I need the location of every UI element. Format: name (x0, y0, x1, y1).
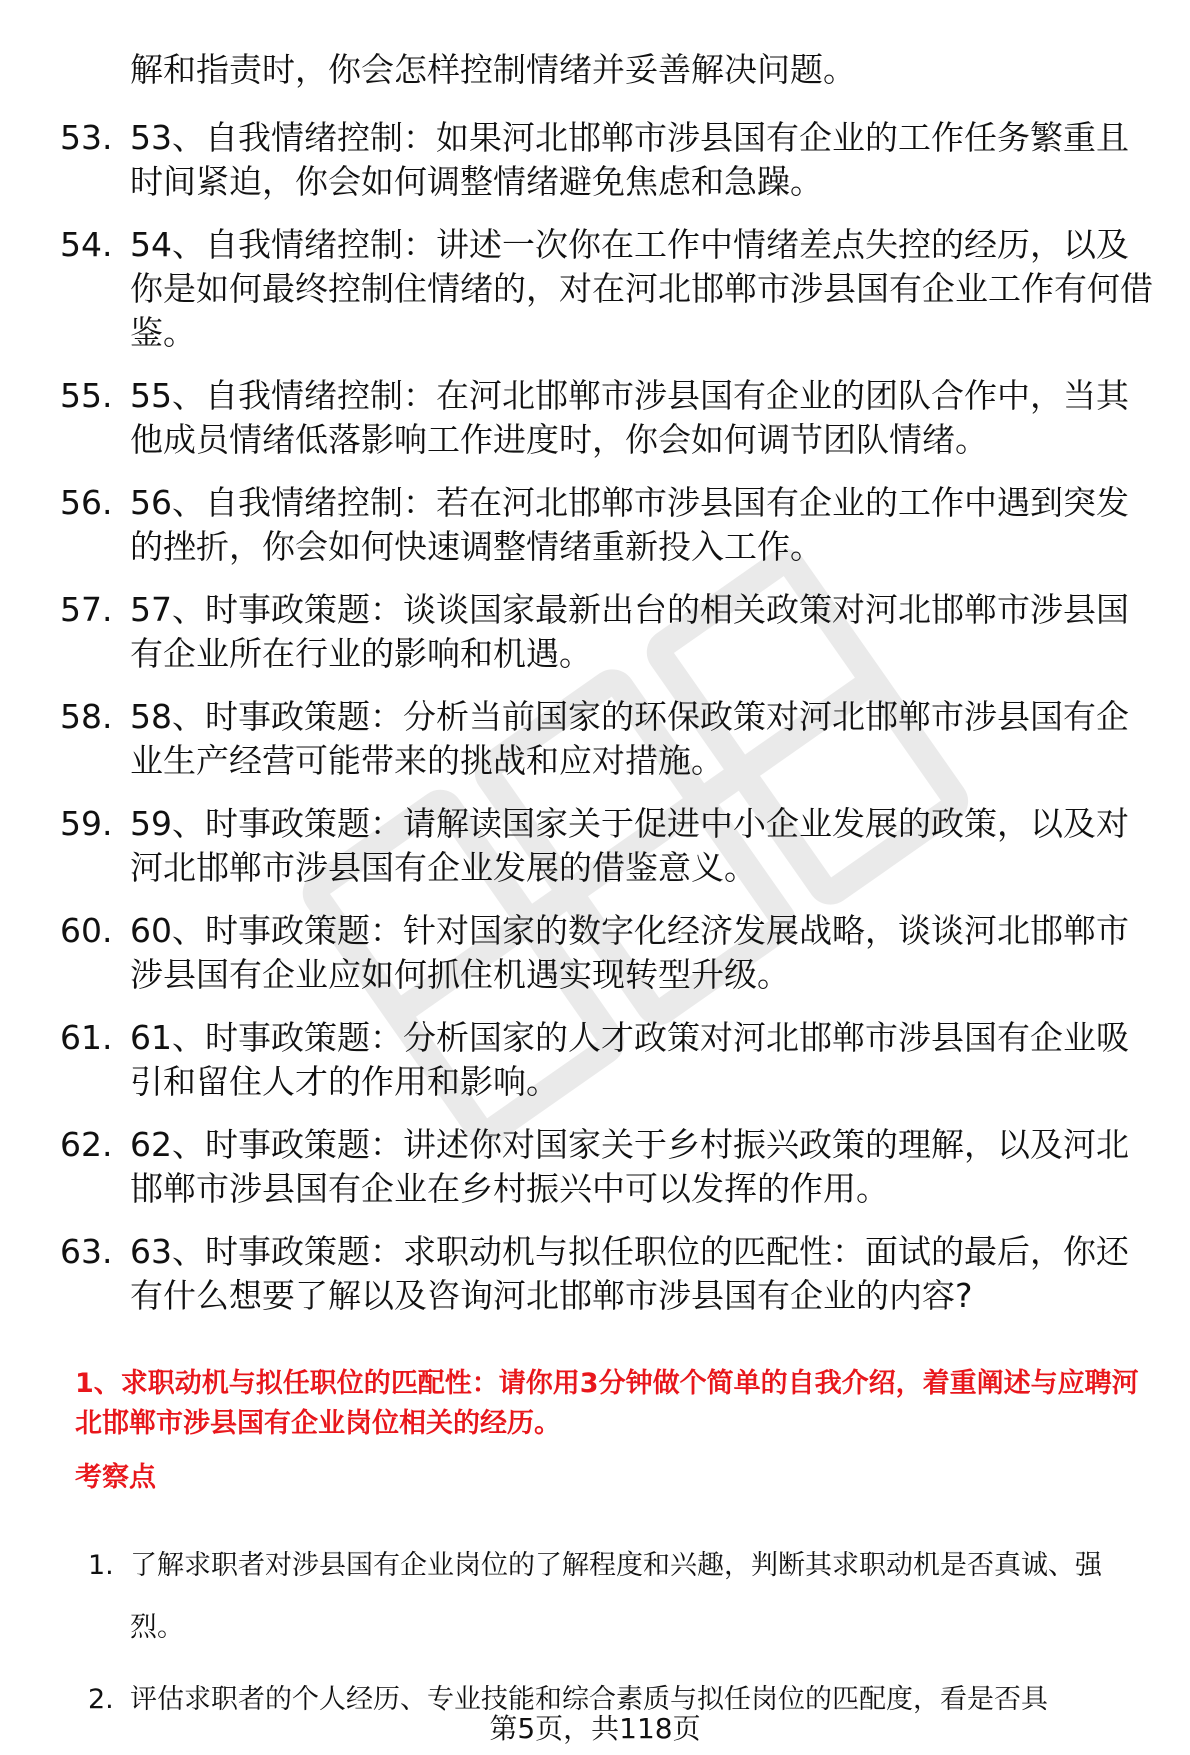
question-text: 58、时事政策题：分析当前国家的环保政策对河北邯郸市涉县国有企业生产经营可能带来的挑战和应对措施。 (130, 697, 1129, 780)
question-text: 62、时事政策题：讲述你对国家关于乡村振兴政策的理解，以及河北邯郸市涉县国有企业在乡村振兴中可以发挥的作用。 (130, 1125, 1129, 1208)
question-text: 57、时事政策题：谈谈国家最新出台的相关政策对河北邯郸市涉县国有企业所在行业的影响和机遇。 (130, 590, 1129, 673)
question-number: 62. (60, 1125, 113, 1164)
question-text: 59、时事政策题：请解读国家关于促进中小企业发展的政策，以及对河北邯郸市涉县国有企业发展的借鉴意义。 (130, 804, 1129, 887)
question-item (60, 116, 1160, 204)
question-number: 53. (60, 118, 113, 157)
question-list (60, 116, 1160, 1337)
point-number: 1. (88, 1550, 114, 1581)
question-number: 54. (60, 225, 113, 264)
question-number: 63. (60, 1232, 113, 1271)
question-item (60, 481, 1160, 569)
assessment-point (88, 1535, 1148, 1659)
question-number: 59. (60, 804, 113, 843)
question-text: 63、时事政策题：求职动机与拟任职位的匹配性：面试的最后，你还有什么想要了解以及咨询河北邯郸市涉县国有企业的内容? (130, 1232, 1129, 1315)
question-item (60, 223, 1160, 355)
question-item (60, 802, 1160, 890)
question-item (60, 588, 1160, 676)
point-number: 2. (88, 1684, 114, 1715)
question-number: 56. (60, 483, 113, 522)
question-number: 55. (60, 376, 113, 415)
question-item (60, 1123, 1160, 1211)
point-text: 了解求职者对涉县国有企业岗位的了解程度和兴趣，判断其求职动机是否真诚、强烈。 (130, 1550, 1102, 1643)
question-number: 57. (60, 590, 113, 629)
question-text: 55、自我情绪控制：在河北邯郸市涉县国有企业的团队合作中，当其他成员情绪低落影响工作进度时，你会如何调节团队情绪。 (130, 376, 1129, 459)
question-item (60, 1230, 1160, 1318)
question-item (60, 695, 1160, 783)
question-text: 54、自我情绪控制：讲述一次你在工作中情绪差点失控的经历，以及你是如何最终控制住情绪的，对在河北邯郸市涉县国有企业工作有何借鉴。 (130, 225, 1153, 352)
question-text: 53、自我情绪控制：如果河北邯郸市涉县国有企业的工作任务繁重且时间紧迫，你会如何调整情绪避免焦虑和急躁。 (130, 118, 1129, 201)
question-number: 58. (60, 697, 113, 736)
question-text: 56、自我情绪控制：若在河北邯郸市涉县国有企业的工作中遇到突发的挫折，你会如何快速调整情绪重新投入工作。 (130, 483, 1129, 566)
question-number: 61. (60, 1018, 113, 1057)
question-item (60, 909, 1160, 997)
section-heading: 1、求职动机与拟任职位的匹配性：请你用3分钟做个简单的自我介绍，着重阐述与应聘河北邯郸市涉县国有企业岗位相关的经历。 (75, 1368, 1139, 1439)
point-text: 评估求职者的个人经历、专业技能和综合素质与拟任岗位的匹配度，看是否具 (130, 1684, 1048, 1715)
section-subheading: 考察点 (75, 1462, 156, 1493)
question-number: 60. (60, 911, 113, 950)
page-footer: 第5页，共118页 (489, 1712, 701, 1745)
question-item (60, 374, 1160, 462)
continuation-line: 解和指责时，你会怎样控制情绪并妥善解决问题。 (130, 50, 856, 89)
question-text: 61、时事政策题：分析国家的人才政策对河北邯郸市涉县国有企业吸引和留住人才的作用和影响。 (130, 1018, 1129, 1101)
question-item (60, 1016, 1160, 1104)
question-text: 60、时事政策题：针对国家的数字化经济发展战略，谈谈河北邯郸市涉县国有企业应如何抓住机遇实现转型升级。 (130, 911, 1129, 994)
